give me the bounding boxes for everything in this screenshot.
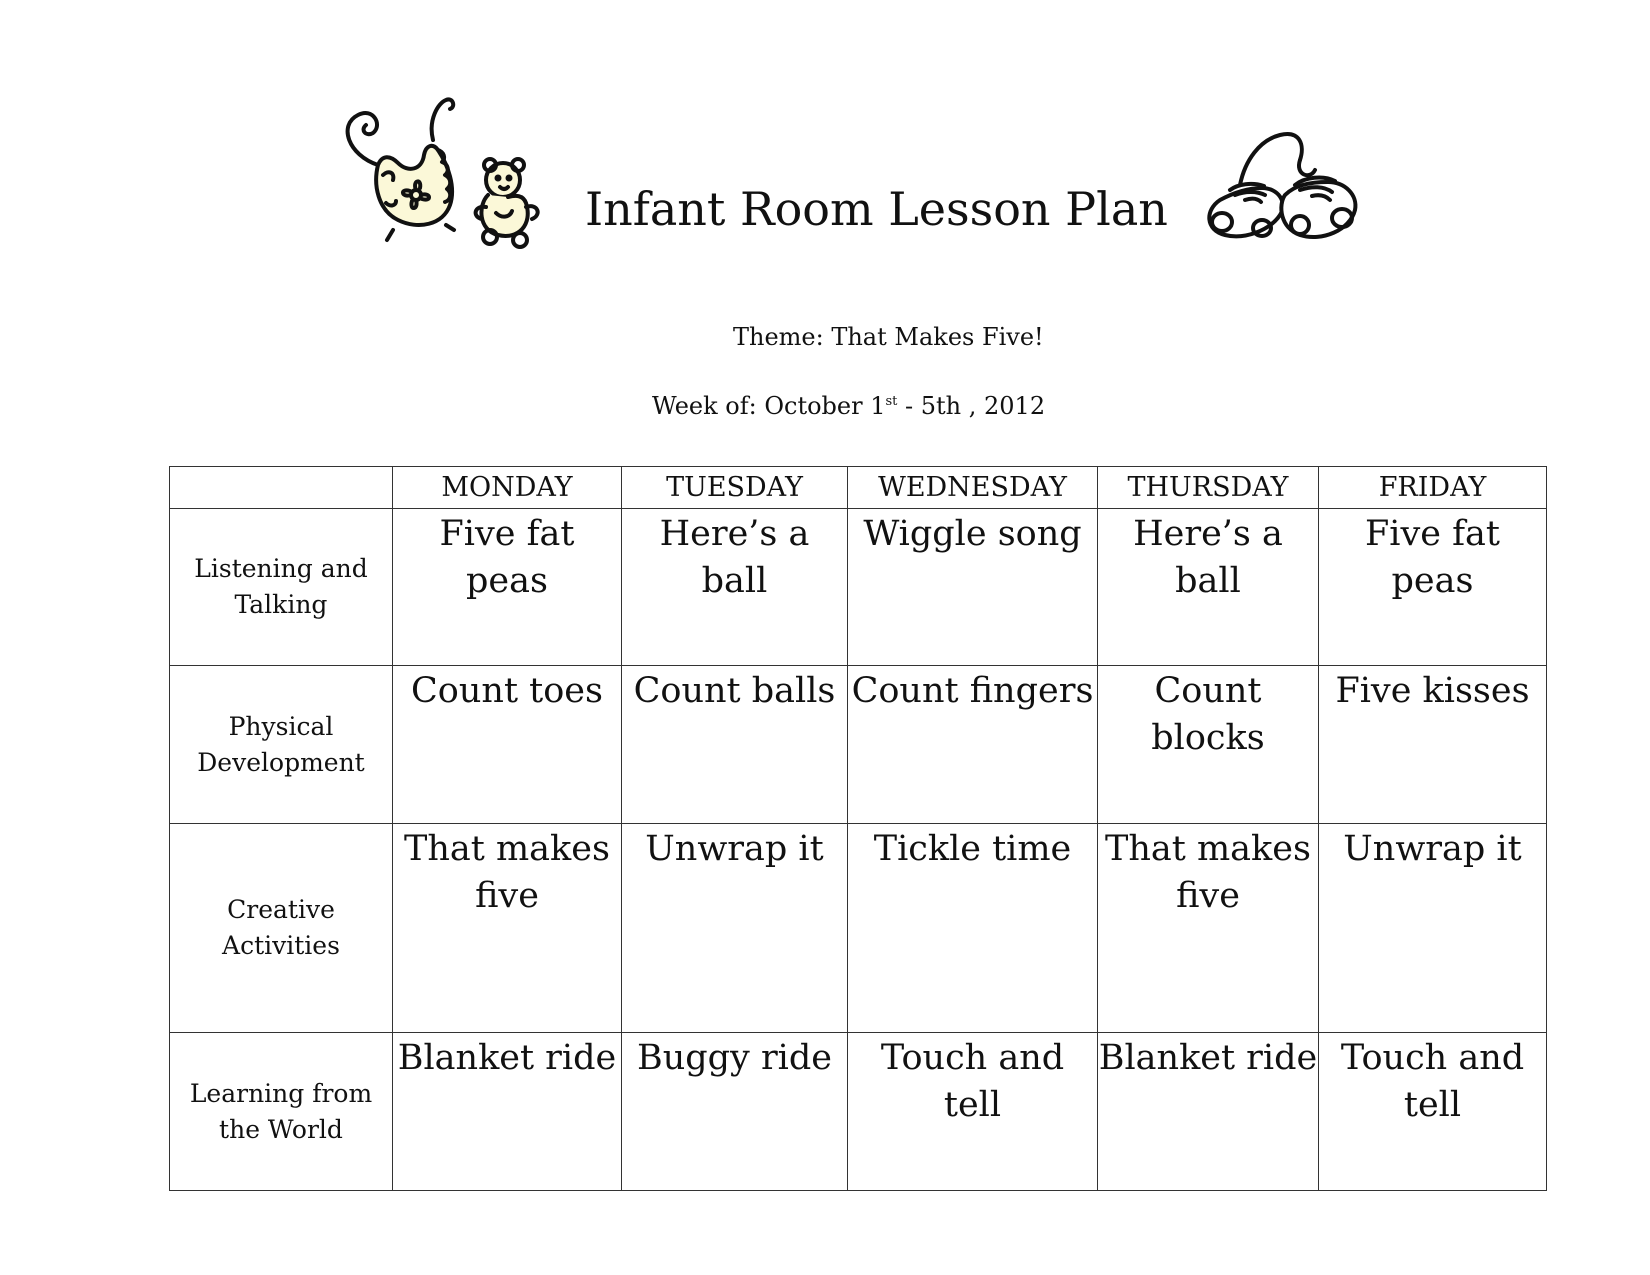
activity-cell: That makes five [1098,824,1319,1033]
activity-cell: Touch and tell [1319,1033,1547,1191]
corner-cell [170,467,393,509]
activity-cell: Tickle time [848,824,1098,1033]
activity-cell: Count fingers [848,666,1098,824]
day-header: FRIDAY [1319,467,1547,509]
activity-cell: Count blocks [1098,666,1319,824]
activity-cell: Blanket ride [1098,1033,1319,1191]
table-row [170,1033,1547,1191]
activity-cell: Here’s a ball [622,509,848,666]
activity-cell: Wiggle song [848,509,1098,666]
activity-cell: Five fat peas [393,509,622,666]
baby-shoes-icon [1200,130,1360,255]
row-label: Physical Development [170,666,393,824]
row-label: Creative Activities [170,824,393,1033]
day-header: TUESDAY [622,467,848,509]
activity-cell: That makes five [393,824,622,1033]
activity-cell: Unwrap it [622,824,848,1033]
day-header: MONDAY [393,467,622,509]
page-title: Infant Room Lesson Plan [585,182,1168,236]
activity-cell: Unwrap it [1319,824,1547,1033]
activity-cell: Blanket ride [393,1033,622,1191]
day-header: THURSDAY [1098,467,1319,509]
table-header-row [170,467,1547,509]
activity-cell: Five fat peas [1319,509,1547,666]
week-prefix: Week of: October 1 [652,392,886,420]
day-header: WEDNESDAY [848,467,1098,509]
week-suffix: - 5th , 2012 [897,392,1046,420]
lesson-plan-table [169,466,1547,1191]
activity-cell: Count balls [622,666,848,824]
table-row [170,666,1547,824]
theme-line: Theme: That Makes Five! [733,323,1044,351]
week-superscript: st [885,394,898,409]
activity-cell: Count toes [393,666,622,824]
table-row [170,509,1547,666]
activity-cell: Five kisses [1319,666,1547,824]
bib-and-teddy-bear-icon [338,95,548,255]
week-line [652,392,1045,420]
row-label: Learning from the World [170,1033,393,1191]
row-label: Listening and Talking [170,509,393,666]
activity-cell: Here’s a ball [1098,509,1319,666]
activity-cell: Buggy ride [622,1033,848,1191]
activity-cell: Touch and tell [848,1033,1098,1191]
table-row [170,824,1547,1033]
